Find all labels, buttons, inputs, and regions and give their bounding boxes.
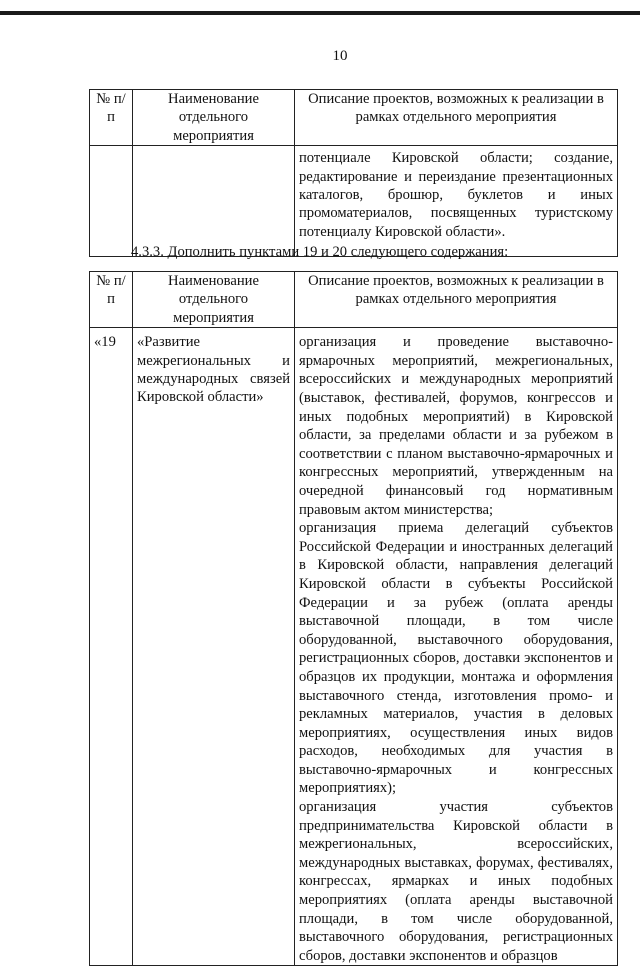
- cell-name: «Развитие межрегиональных и международных связей Кировской области»: [133, 328, 295, 966]
- section-heading: 4.3.3. Дополнить пунктами 19 и 20 следующего содержания:: [131, 244, 509, 260]
- header-num: № п/п: [90, 90, 133, 146]
- cell-num: «19: [90, 328, 133, 966]
- table-row: [90, 146, 618, 257]
- header-desc: Описание проектов, возможных к реализации в рамках отдельного мероприятия: [295, 272, 618, 328]
- header-desc: Описание проектов, возможных к реализации в рамках отдельного мероприятия: [295, 90, 618, 146]
- desc-paragraph: организация и проведение выставочно-ярмарочных мероприятий, межрегиональных, всероссийских и международных мероприятий (выставок, фестивалей, форумов, конгрессов и иных подобных мероприятий) в Кировской области, за пределами области и за рубежом в соответствии с планом выставочно-ярмарочных и конгрессных мероприятий, утвержденным на очередной финансовый год нормативным правовым актом министерства;: [299, 334, 613, 518]
- table-row: [90, 328, 618, 966]
- header-num: № п/п: [90, 272, 133, 328]
- header-name: Наименование отдельного мероприятия: [133, 272, 295, 328]
- continuation-table: [89, 89, 618, 257]
- cell-num: [90, 146, 133, 257]
- cell-desc: потенциале Кировской области; создание, редактирование и переиздание презентационных каталогов, брошюр, буклетов и иных промоматериалов, посвященных туристскому потенциалу Кировской области».: [295, 146, 618, 257]
- table-header-row: [90, 90, 618, 146]
- table-header-row: [90, 272, 618, 328]
- cell-name: [133, 146, 295, 257]
- cell-desc: [295, 328, 618, 966]
- desc-paragraph: организация приема делегаций субъектов Российской Федерации и иностранных делегаций в Кировской области, направления делегаций Кировской области в субъекты Российской Федерации и за рубеж (оплата аренды выставочной площади, в том числе оборудованной, выставочного оборудования, регистрационных сборов, доставки экспонентов и образцов их продукции, монтажа и оформления выставочного стенда, изготовления промо- и рекламных материалов, участия в деловых мероприятиях, осуществления иных видов расходов, необходимых для участия в выставочно-ярмарочных и конгрессных мероприятиях);: [299, 520, 613, 797]
- page-number: 10: [332, 48, 348, 64]
- amendment-table: [89, 271, 618, 966]
- header-name: Наименование отдельного мероприятия: [133, 90, 295, 146]
- desc-paragraph: организация участия субъектов предпринимательства Кировской области в межрегиональных, всероссийских, международных выставках, форумах, фестивалях, конгрессах, ярмарках и иных подобных мероприятиях (оплата аренды выставочной площади, в том числе оборудованной, выставочного оборудования, регистрационных сборов, доставки экспонентов и образцов: [299, 799, 613, 964]
- top-rule: [0, 11, 640, 15]
